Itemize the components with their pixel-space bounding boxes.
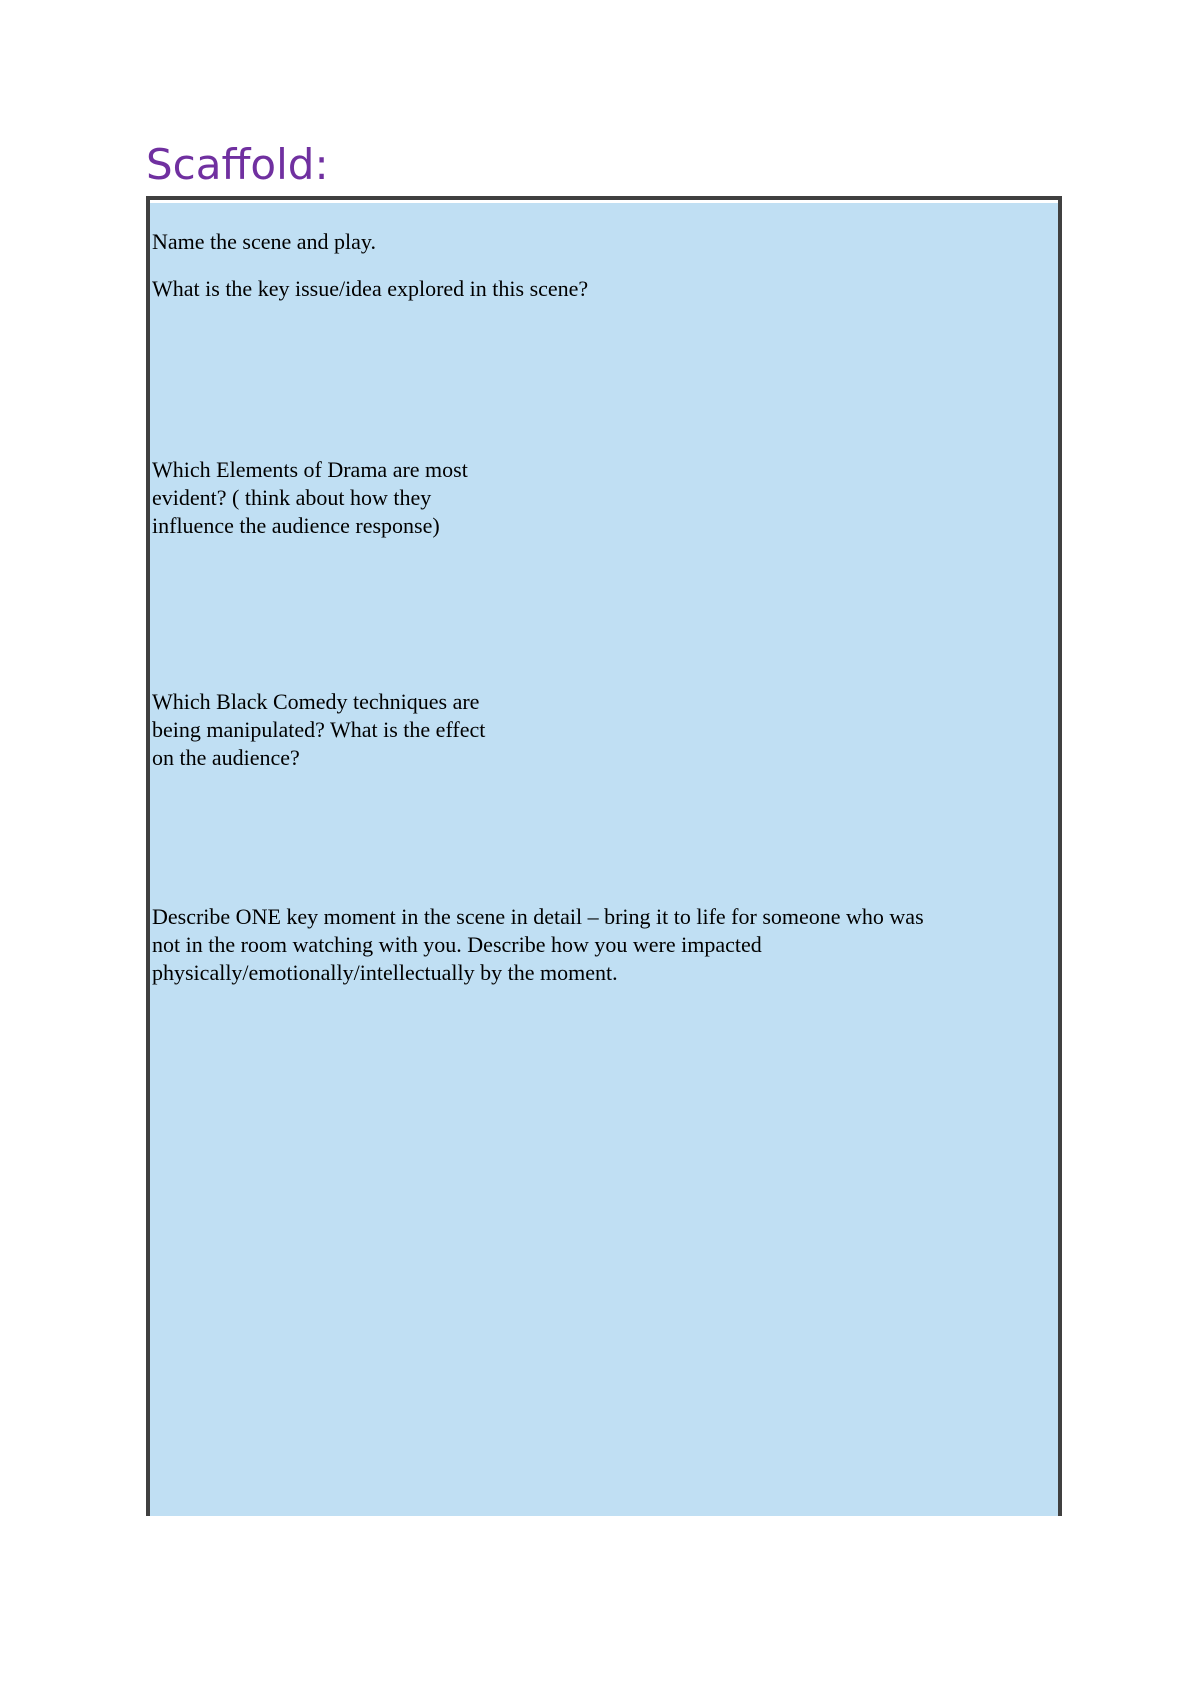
prompt-elements-of-drama: Which Elements of Drama are most evident? ( think about how they influence the audience response) (152, 457, 468, 538)
page-title: Scaffold: (146, 140, 329, 189)
prompt-scene-and-play: Name the scene and play. (152, 229, 376, 254)
prompt-key-moment: Describe ONE key moment in the scene in detail – bring it to life for someone who was not in the room watching with you. Describe how you were impacted physically/emotionally/intellectually by the moment. (152, 904, 924, 985)
prompt-black-comedy: Which Black Comedy techniques are being manipulated? What is the effect on the audience? (152, 689, 486, 770)
scaffold-box (146, 196, 1062, 1516)
prompt-key-issue: What is the key issue/idea explored in this scene? (152, 276, 589, 301)
